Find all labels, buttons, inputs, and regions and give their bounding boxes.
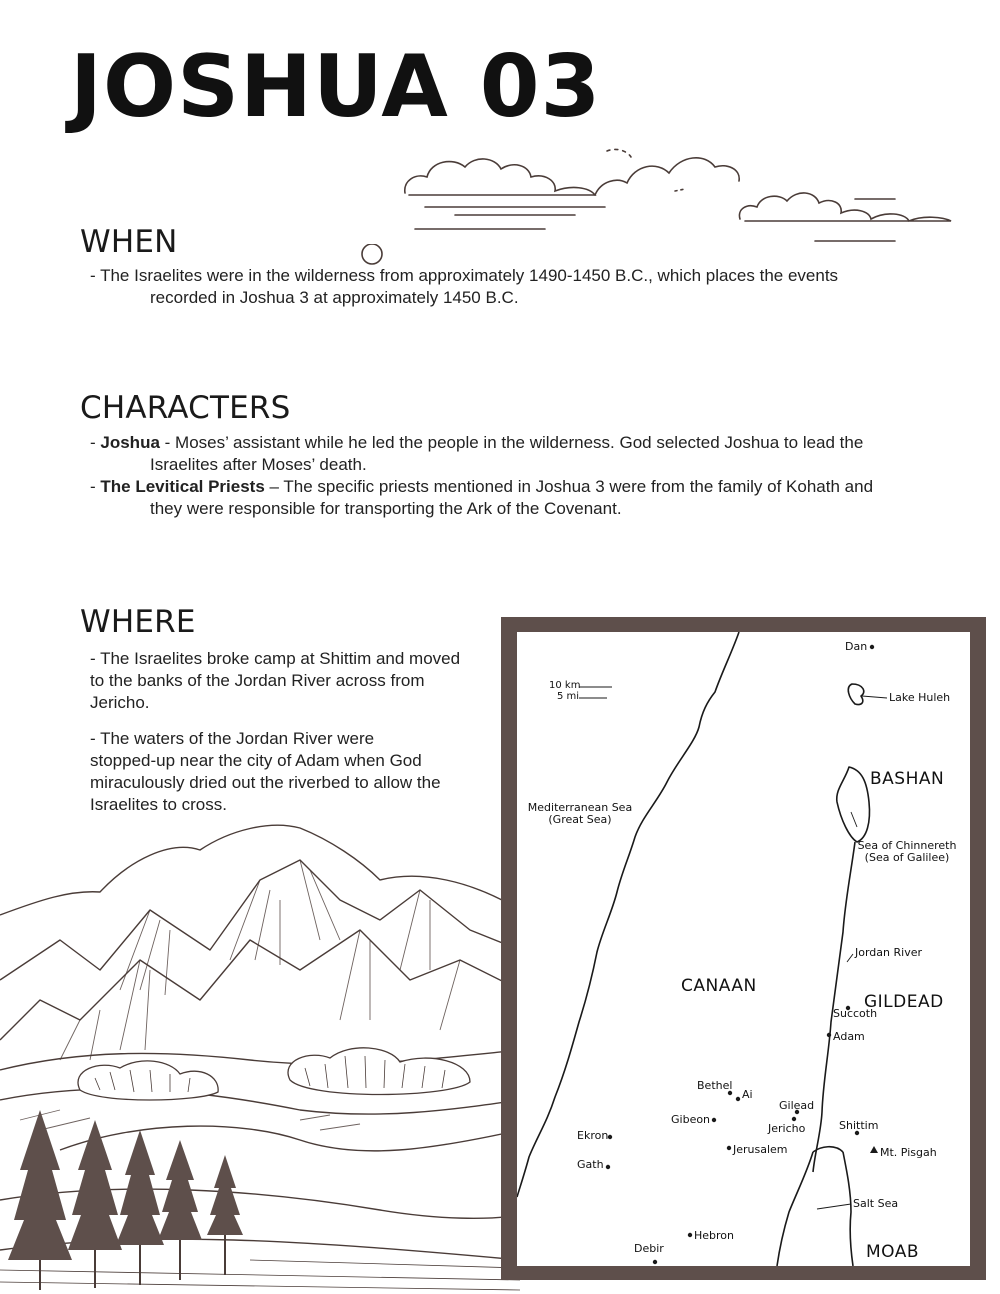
where-p1-line: - The Israelites broke camp at Shittim and moved (90, 649, 461, 668)
scale-label-mi: 5 mi (557, 691, 580, 702)
city-dot-adam (827, 1033, 831, 1037)
salt-sea-west-shore (777, 1152, 813, 1266)
map-frame (501, 617, 986, 1280)
label-mediterranean-sea (525, 802, 635, 826)
place-gilead: Gilead (779, 1099, 815, 1112)
spacer (90, 714, 490, 728)
lake-huleh-shape (848, 684, 863, 705)
city-dot-debir (653, 1260, 657, 1264)
where-heading: WHERE (80, 604, 196, 640)
sea-of-galilee-shape (837, 767, 870, 842)
salt-sea-east-shore (843, 1152, 853, 1266)
when-heading: WHEN (80, 224, 178, 260)
clouds-illustration (395, 145, 965, 255)
where-text (90, 648, 490, 816)
character-levitical-priests (90, 476, 950, 498)
pointer-huleh (862, 696, 887, 698)
city-dot-gibeon (712, 1118, 716, 1122)
city-dot-hebron (688, 1233, 692, 1237)
where-p2-line: Israelites to cross. (90, 795, 227, 814)
character-desc-cont: Israelites after Moses’ death. (150, 455, 367, 474)
place-jericho: Jericho (768, 1122, 806, 1135)
sea-name: Mediterranean Sea (527, 801, 633, 814)
place-ai: Ai (742, 1088, 753, 1101)
city-dot-jericho (792, 1117, 796, 1121)
bullet-dash: - (90, 433, 101, 452)
sea-name: Sea of Chinnereth (857, 839, 957, 852)
sea-alt-name: (Sea of Galilee) (864, 851, 950, 864)
city-dot-ai (736, 1097, 740, 1101)
place-salt-sea: Salt Sea (853, 1197, 899, 1210)
city-dot-ekron (608, 1135, 612, 1139)
pointer-chinnereth (851, 812, 857, 827)
mountain-landscape-illustration (0, 820, 520, 1294)
city-dot-dan (870, 645, 874, 649)
character-desc: – The specific priests mentioned in Joshua 3 were from the family of Kohath and (264, 477, 874, 496)
place-dan: Dan (845, 640, 868, 653)
place-shittim: Shittim (839, 1119, 879, 1132)
where-p2-line: miraculously dried out the riverbed to allow the (90, 773, 441, 792)
character-desc-cont: they were responsible for transporting the Ark of the Covenant. (150, 499, 622, 518)
characters-heading: CHARACTERS (80, 390, 291, 426)
when-line-1: - The Israelites were in the wilderness from approximately 1490-1450 B.C., which places the events (90, 266, 839, 285)
label-sea-of-chinnereth (857, 840, 957, 864)
place-gibeon: Gibeon (671, 1113, 711, 1126)
place-lake-huleh: Lake Huleh (889, 691, 951, 704)
sea-alt-name: (Great Sea) (548, 813, 612, 826)
mountain-triangle-icon (870, 1146, 878, 1153)
place-succoth: Succoth (833, 1007, 878, 1020)
city-dot-jerusalem (727, 1146, 731, 1150)
when-line-2: recorded in Joshua 3 at approximately 1450 B.C. (150, 288, 519, 307)
place-mt-pisgah: Mt. Pisgah (880, 1146, 937, 1159)
when-text (90, 265, 930, 309)
bullet-dash: - (90, 477, 101, 496)
where-p2-line: stopped-up near the city of Adam when God (90, 751, 422, 770)
place-bethel: Bethel (697, 1079, 733, 1092)
where-p1-line: to the banks of the Jordan River across from (90, 671, 425, 690)
character-joshua (90, 432, 950, 454)
character-desc: - Moses’ assistant while he led the people in the wilderness. God selected Joshua to lead the (159, 433, 864, 452)
map (517, 632, 970, 1266)
where-p2-line: - The waters of the Jordan River were (90, 729, 375, 748)
character-name: The Levitical Priests (100, 477, 265, 496)
character-name: Joshua (100, 433, 160, 452)
place-adam: Adam (833, 1030, 865, 1043)
region-gildead: GILDEAD (864, 992, 944, 1012)
region-canaan: CANAAN (681, 976, 757, 996)
place-debir: Debir (634, 1242, 664, 1255)
place-ekron: Ekron (577, 1129, 609, 1142)
place-jordan-river: Jordan River (855, 946, 922, 959)
pointer-salt-sea (817, 1204, 851, 1209)
characters-list (90, 432, 950, 520)
place-hebron: Hebron (694, 1229, 735, 1242)
scale-label-km: 10 km (549, 680, 581, 691)
page-title: JOSHUA 03 (70, 37, 602, 137)
region-bashan: BASHAN (870, 769, 945, 789)
pointer-jordan (847, 954, 853, 962)
place-gath: Gath (577, 1158, 604, 1171)
where-p1-line: Jericho. (90, 693, 150, 712)
region-moab: MOAB (866, 1242, 920, 1262)
city-dot-gath (606, 1165, 610, 1169)
place-jerusalem: Jerusalem (733, 1143, 788, 1156)
